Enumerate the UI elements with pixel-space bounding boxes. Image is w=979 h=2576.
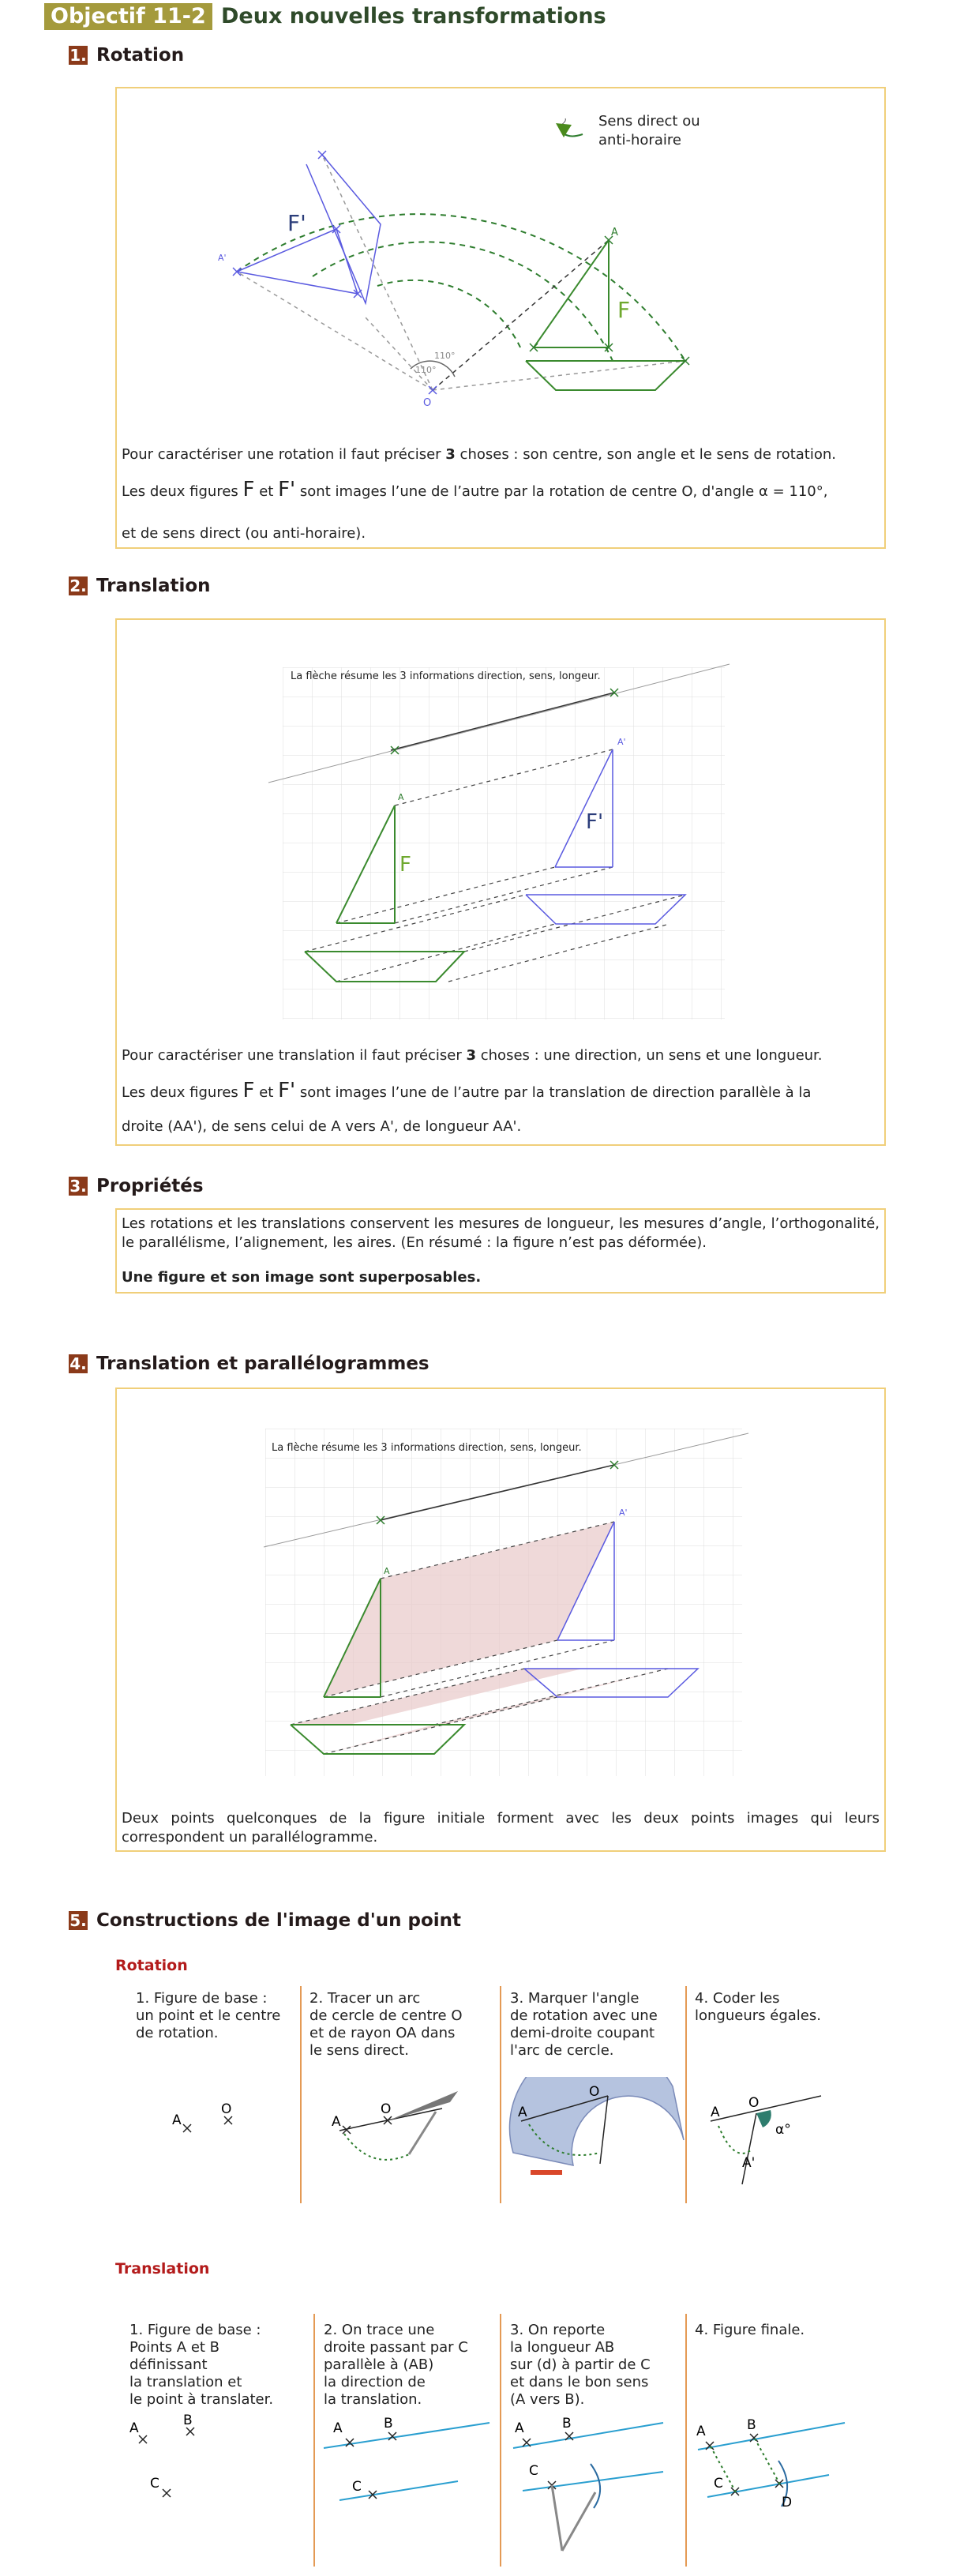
translation-grid-caption: La flèche résume les 3 informations direction, sens, longeur. xyxy=(291,670,601,682)
section-number-5: 5. xyxy=(69,1911,87,1930)
svg-text:A': A' xyxy=(742,2155,756,2171)
objective-badge: Objectif 11-2 xyxy=(44,3,212,30)
point-a-label: A xyxy=(611,227,618,238)
section-number-3: 3. xyxy=(69,1177,87,1196)
proprietes-box xyxy=(115,1208,886,1294)
rotation-steps-figures xyxy=(111,2077,868,2203)
svg-text:O: O xyxy=(381,2101,392,2117)
translation-step-4: 4. Figure finale. xyxy=(695,2322,805,2338)
section-number-1: 1. xyxy=(69,46,87,65)
svg-text:A: A xyxy=(332,2114,341,2130)
parallelogrammes-box xyxy=(115,1388,886,1852)
svg-text:D: D xyxy=(782,2495,793,2510)
section-number-2: 2. xyxy=(69,576,87,595)
translation-step-3: 3. On reporte la longueur AB sur (d) à partir de C et dans le bon sens (A vers B). xyxy=(510,2322,651,2408)
svg-text:110°: 110° xyxy=(415,365,437,375)
point-ap-label: A' xyxy=(218,253,227,263)
svg-text:O: O xyxy=(221,2101,232,2117)
subtitle-rotation: Rotation xyxy=(115,1957,188,1974)
translation-point-ap: A' xyxy=(617,737,626,747)
svg-text:A: A xyxy=(711,2105,720,2120)
point-o-label: O xyxy=(423,397,432,409)
rotation-text-3: et de sens direct (ou anti-horaire). xyxy=(122,525,366,542)
angle-label: 110° xyxy=(434,351,456,361)
translation-text-1: Pour caractériser une translation il faut préciser 3 choses : une direction, un sens et une longueur. xyxy=(122,1047,823,1064)
svg-text:A: A xyxy=(129,2420,139,2436)
svg-text:B: B xyxy=(562,2416,572,2431)
translation-steps-figures xyxy=(111,2409,868,2567)
figure-fp-label: F' xyxy=(287,210,306,236)
rotation-text-2: Les deux figures F et F' sont images l’une de l’autre par la rotation de centre O, d'angle α = 110°, xyxy=(122,478,828,501)
svg-text:A: A xyxy=(172,2112,182,2128)
svg-text:A: A xyxy=(696,2424,706,2439)
svg-text:A: A xyxy=(333,2420,343,2436)
svg-text:C: C xyxy=(529,2463,538,2479)
section-number-4: 4. xyxy=(69,1354,87,1373)
translation-figure-fp: F' xyxy=(586,810,604,834)
section-title-constructions: Constructions de l'image d'un point xyxy=(96,1910,462,1931)
parallelogram-grid-caption: La flèche résume les 3 informations direction, sens, longeur. xyxy=(272,1442,582,1454)
rotation-legend: Sens direct ou anti-horaire xyxy=(598,113,700,148)
translation-step-1: 1. Figure de base : Points A et B définissant la translation et le point à translater. xyxy=(129,2322,274,2408)
proprietes-text: Les rotations et les translations conservent les mesures de longueur, les mesures d’angle, l’orthogonalité, le parallélisme, l’alignement, les aires. (En résumé : la figure n’est pas déformée). xyxy=(122,1215,880,1251)
section-title-parallelogrammes: Translation et parallélogrammes xyxy=(96,1354,429,1374)
parallelogram-point-a: A xyxy=(384,1566,390,1576)
translation-point-a: A xyxy=(398,792,404,802)
rotation-step-2: 2. Tracer un arc de cercle de centre O et de rayon OA dans le sens direct. xyxy=(309,1990,463,2059)
svg-text:O: O xyxy=(589,2084,600,2100)
section-title-proprietes: Propriétés xyxy=(96,1176,204,1196)
svg-text:A: A xyxy=(515,2420,524,2436)
rotation-figure xyxy=(117,88,884,420)
rotation-step-1: 1. Figure de base : un point et le centre de rotation. xyxy=(136,1990,281,2041)
translation-text-3: droite (AA'), de sens celui de A vers A', de longueur AA'. xyxy=(122,1118,522,1135)
rotation-box xyxy=(115,87,886,549)
svg-text:B: B xyxy=(384,2416,393,2431)
translation-text-2: Les deux figures F et F' sont images l’une de l’autre par la translation de direction parallèle à la xyxy=(122,1079,812,1102)
translation-figure-f: F xyxy=(399,853,411,877)
figure-f-label: F xyxy=(617,297,631,323)
svg-text:B: B xyxy=(747,2417,756,2433)
section-title-rotation: Rotation xyxy=(96,45,185,66)
translation-step-2: 2. On trace une droite passant par C parallèle à (AB) la direction de la translation. xyxy=(324,2322,468,2408)
svg-text:A: A xyxy=(518,2105,527,2120)
svg-text:O: O xyxy=(748,2095,760,2111)
rotation-text-1: Pour caractériser une rotation il faut préciser 3 choses : son centre, son angle et le sens de rotation. xyxy=(122,446,837,463)
svg-text:α°: α° xyxy=(775,2122,791,2138)
parallelogram-point-ap: A' xyxy=(619,1508,628,1518)
translation-figure xyxy=(117,620,884,1031)
rotation-step-3: 3. Marquer l'angle de rotation avec une demi-droite coupant l'arc de cercle. xyxy=(510,1990,658,2059)
rotation-step-4: 4. Coder les longueurs égales. xyxy=(695,1990,821,2024)
page-title: Deux nouvelles transformations xyxy=(221,4,606,28)
svg-text:B: B xyxy=(183,2413,193,2428)
svg-text:C: C xyxy=(352,2479,362,2495)
translation-box xyxy=(115,618,886,1146)
svg-text:C: C xyxy=(714,2476,723,2492)
section-title-translation: Translation xyxy=(96,576,211,596)
proprietes-bold: Une figure et son image sont superposables. xyxy=(122,1269,482,1286)
parallelogram-figure xyxy=(117,1389,884,1784)
subtitle-translation: Translation xyxy=(115,2260,210,2277)
parallelogram-text: Deux points quelconques de la figure initiale forment avec les deux points images qui leurs correspondent un parallélogramme. xyxy=(122,1810,880,1846)
svg-text:C: C xyxy=(150,2476,159,2492)
